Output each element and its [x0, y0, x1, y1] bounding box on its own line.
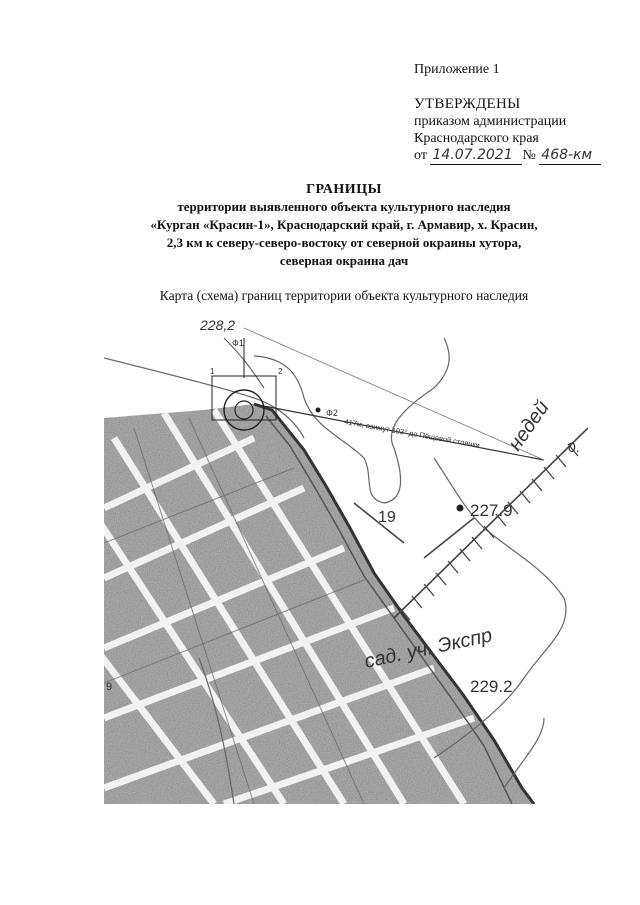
label-nedel: недей: [504, 397, 554, 455]
point-f2: [316, 408, 321, 413]
label-sad: сад. уч. Экспр: [362, 624, 495, 673]
label-small-right: 0.: [568, 439, 580, 455]
approval-block: [414, 96, 601, 165]
label-19: 19: [378, 509, 396, 526]
label-point1: 1: [210, 367, 215, 376]
title-line-4: северная окраина дач: [279, 253, 409, 268]
label-f2: Ф2: [326, 408, 338, 418]
elevation-point-227: [457, 505, 464, 512]
map-caption: Карта (схема) границ территории объекта культурного наследия: [159, 288, 529, 303]
dacha-area: [104, 398, 544, 804]
title-main: ГРАНИЦЫ: [306, 182, 382, 197]
order-line-2: Краснодарского края: [414, 131, 539, 146]
title-line-2: «Курган «Красин-1», Краснодарский край, г. Армавир, х. Красин,: [150, 217, 538, 232]
territory-map: [104, 318, 588, 804]
handwritten-date: 14.07.2021: [430, 147, 522, 165]
date-prefix: от: [414, 148, 427, 163]
label-distance: 417м, азимут 103° до Пёщевой стоянки: [343, 417, 481, 450]
date-row: [414, 147, 601, 165]
title-line-3: 2,3 км к северу-северо-востоку от северной окраины хутора,: [166, 235, 522, 250]
label-f1: Ф1: [232, 338, 244, 348]
label-point2: 2: [278, 367, 283, 376]
label-top-elevation: 228,2: [200, 318, 236, 333]
approved-heading: УТВЕРЖДЕНЫ: [414, 96, 521, 112]
number-prefix: №: [522, 148, 536, 163]
order-line-1: приказом администрации: [414, 114, 567, 129]
document-title: [60, 182, 628, 270]
handwritten-number: 468-км: [539, 147, 601, 165]
label-left-edge: 9: [106, 681, 113, 693]
appendix-label: Приложение 1: [414, 62, 500, 77]
title-line-1: территории выявленного объекта культурного наследия: [177, 199, 511, 214]
label-elev-227: 227.9: [470, 501, 513, 520]
label-elev-229: 229.2: [470, 677, 513, 696]
